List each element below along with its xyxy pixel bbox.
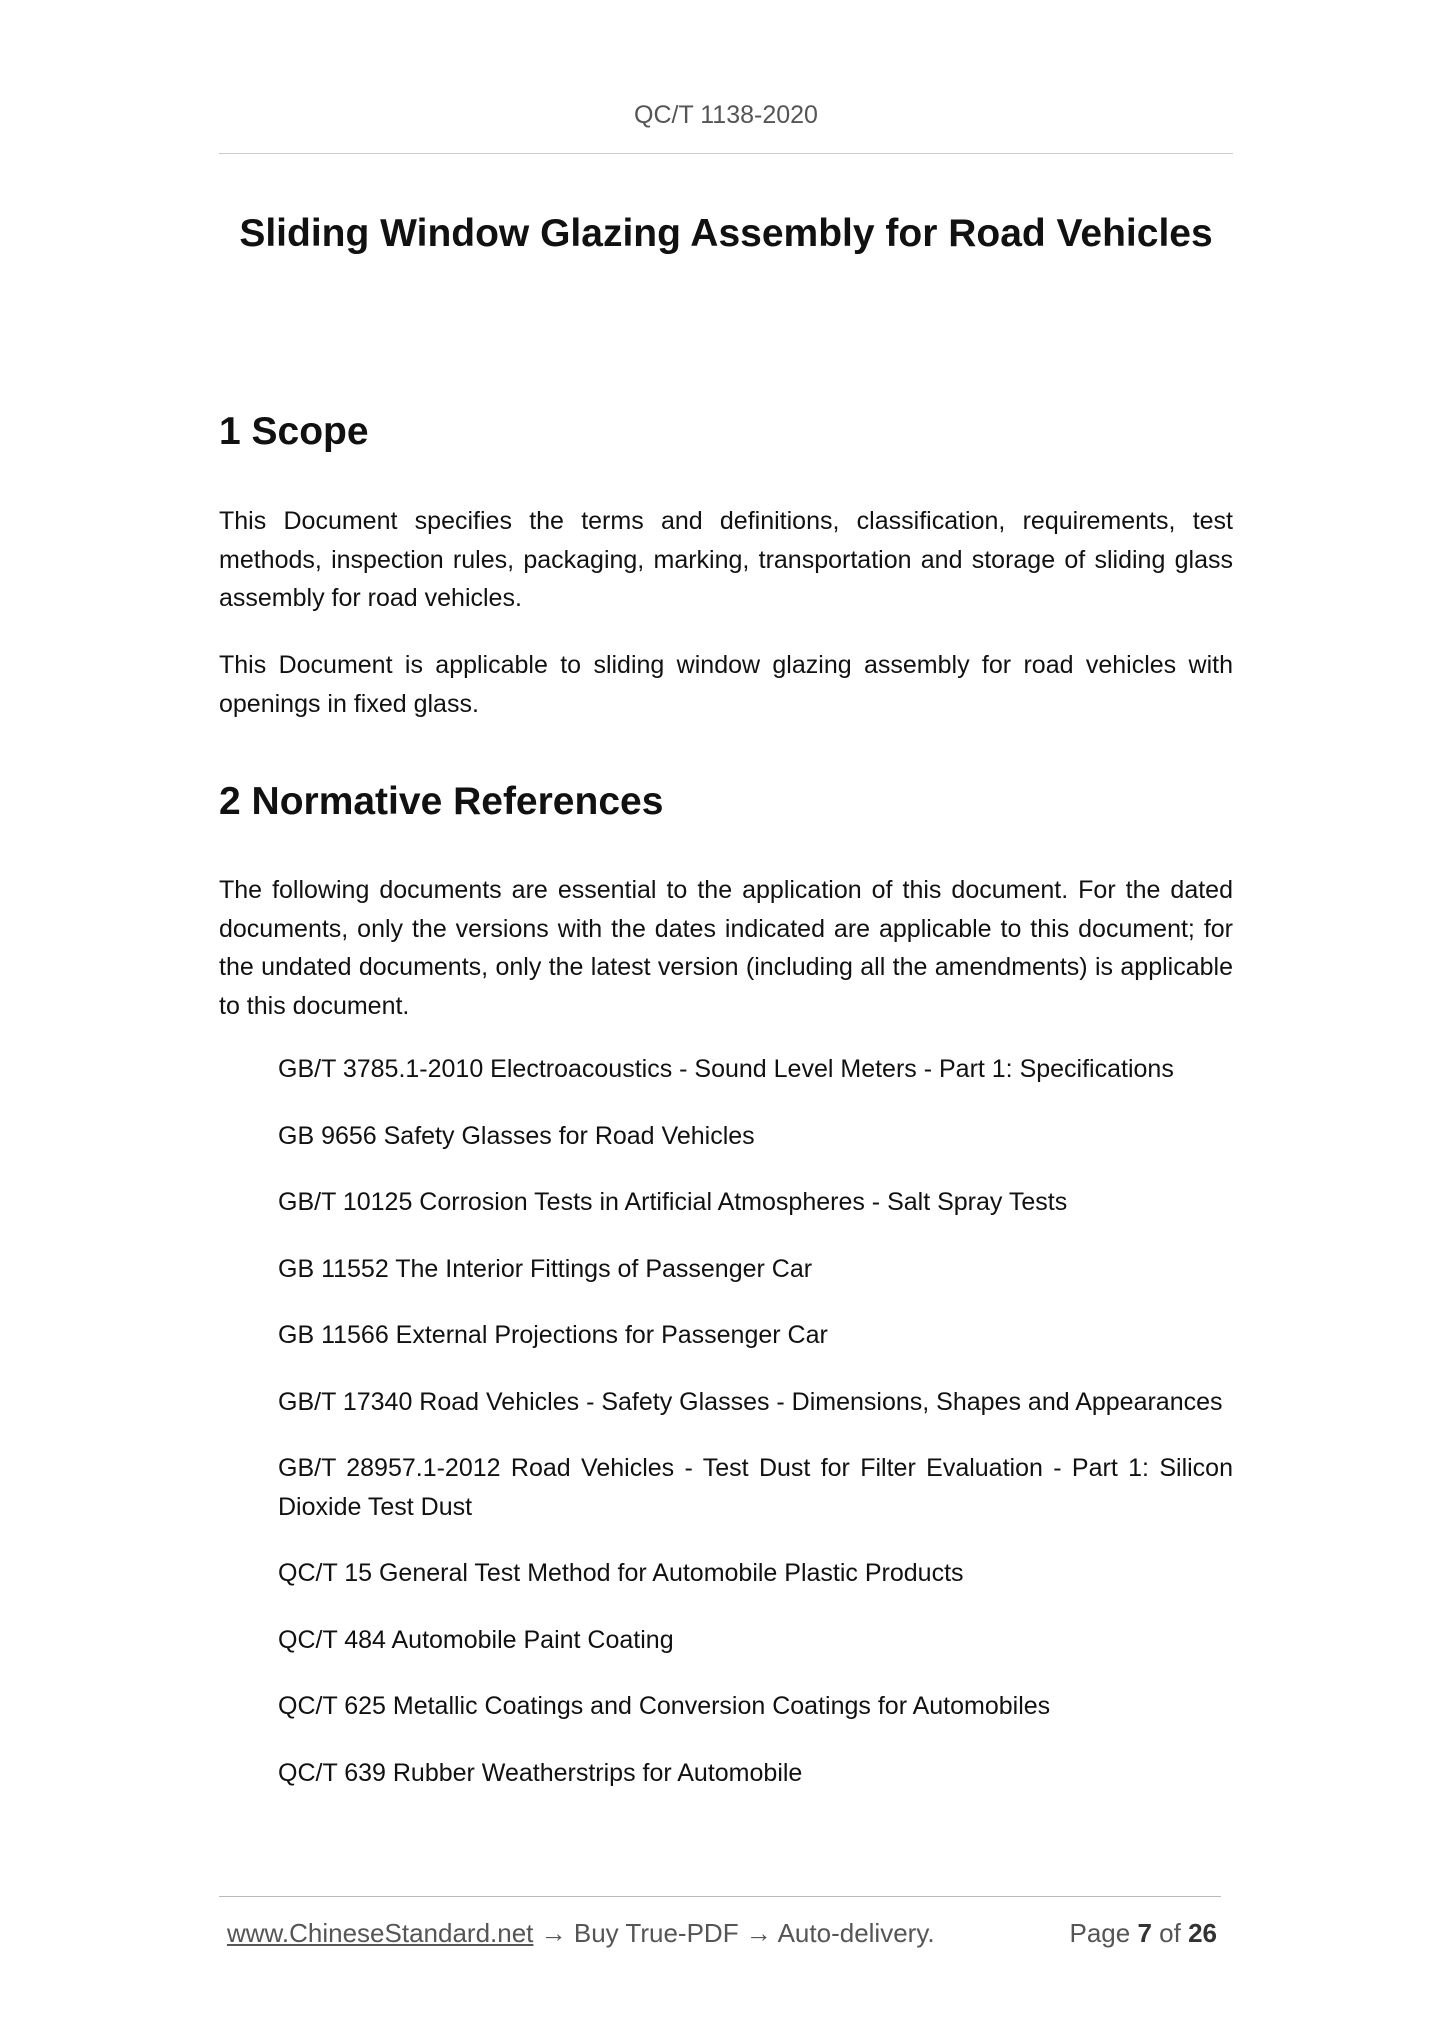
page-footer [227, 1918, 1217, 1954]
reference-item: GB 11552 The Interior Fittings of Passenger Car [278, 1254, 813, 1283]
reference-item: GB 9656 Safety Glasses for Road Vehicles [278, 1121, 755, 1150]
normative-references-intro: The following documents are essential to the application of this document. For the dated documents, only the versions with the dates indicated are applicable to this document; for the undated documents, only the latest version (including all the amendments) is applicable to this document. [219, 876, 1233, 1020]
reference-item: GB/T 28957.1-2012 Road Vehicles - Test Dust for Filter Evaluation - Part 1: Silicon Dioxide Test Dust [278, 1454, 1233, 1521]
page-number: Page 7 of 26 [1069, 1918, 1217, 1948]
reference-item: QC/T 15 General Test Method for Automobile Plastic Products [278, 1559, 964, 1587]
footer-divider [219, 1896, 1221, 1897]
document-title: Sliding Window Glazing Assembly for Road Vehicles [239, 212, 1213, 255]
reference-item: QC/T 484 Automobile Paint Coating [278, 1625, 674, 1654]
reference-item: QC/T 625 Metallic Coatings and Conversion Coatings for Automobiles [278, 1692, 1051, 1720]
reference-item: GB 11566 External Projections for Passenger Car [278, 1321, 828, 1349]
reference-item: GB/T 10125 Corrosion Tests in Artificial Atmospheres - Salt Spray Tests [278, 1188, 1068, 1216]
total-pages: 26 [1188, 1918, 1217, 1948]
reference-item: QC/T 639 Rubber Weatherstrips for Automobile [278, 1758, 803, 1787]
section-heading-scope: 1 Scope [219, 410, 369, 453]
scope-paragraph-1: This Document specifies the terms and definitions, classification, requirements, test methods, inspection rules, packaging, marking, transportation and storage of sliding glass assembly for road vehicles. [219, 507, 1233, 612]
reference-list [278, 1050, 1233, 1820]
header-divider [219, 153, 1233, 154]
running-header: QC/T 1138-2020 [634, 101, 818, 129]
current-page: 7 [1137, 1918, 1152, 1948]
site-link[interactable]: www.ChineseStandard.net [227, 1918, 534, 1948]
reference-item: GB/T 3785.1-2010 Electroacoustics - Sound Level Meters - Part 1: Specifications [278, 1055, 1174, 1083]
reference-item: GB/T 17340 Road Vehicles - Safety Glasses - Dimensions, Shapes and Appearances [278, 1387, 1223, 1416]
footer-promo: → Buy True-PDF → Auto-delivery. [540, 1918, 935, 1948]
section-heading-normative-references: 2 Normative References [219, 780, 664, 823]
scope-paragraph-2: This Document is applicable to sliding window glazing assembly for road vehicles with openings in fixed glass. [219, 651, 1233, 718]
